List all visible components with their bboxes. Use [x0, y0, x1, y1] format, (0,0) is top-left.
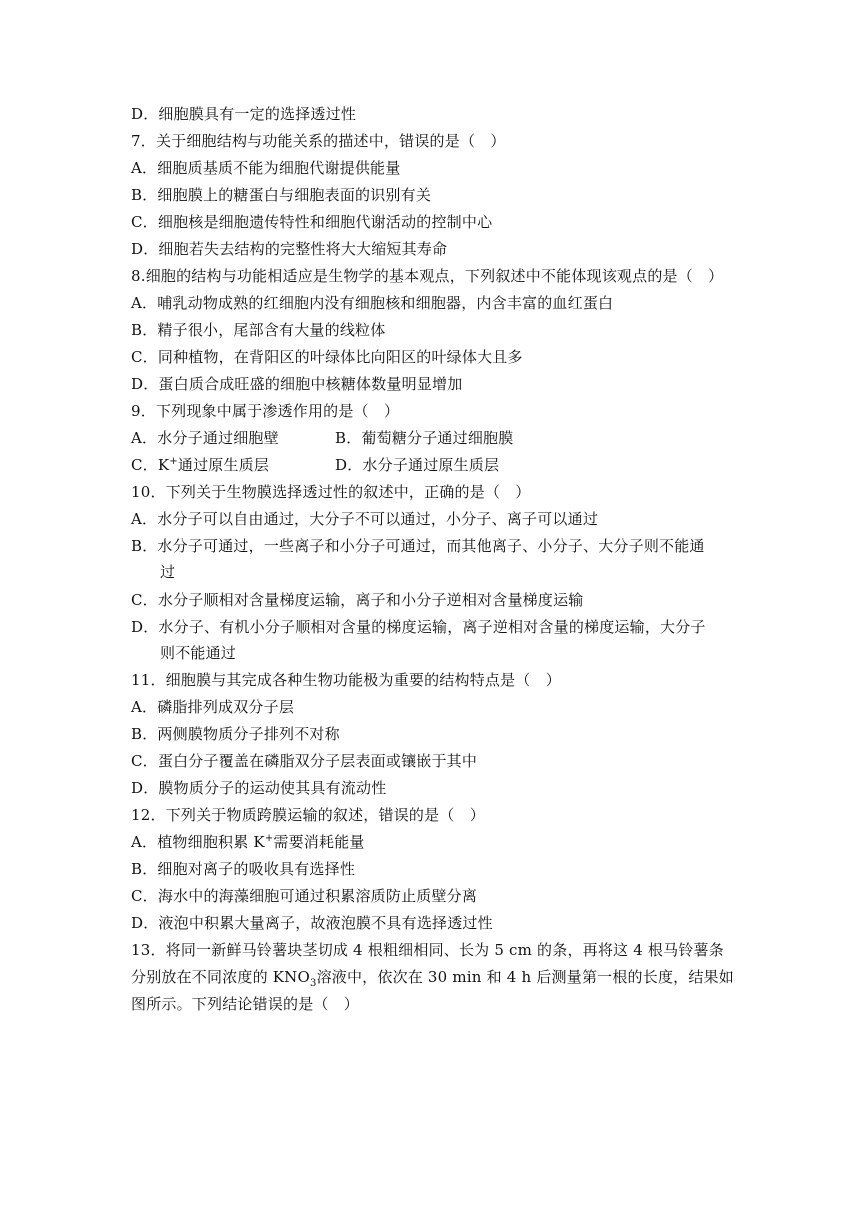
- q8-option-b: B．精子很小，尾部含有大量的线粒体: [131, 321, 386, 339]
- q12-option-b: B．细胞对离子的吸收具有选择性: [131, 860, 356, 878]
- q11-option-c: C．蛋白分子覆盖在磷脂双分子层表面或镶嵌于其中: [131, 752, 478, 770]
- q7-option-c: C．细胞核是细胞遗传特性和细胞代谢活动的控制中心: [131, 213, 493, 231]
- q9-options-row-2: [131, 455, 731, 478]
- q9-stem: 9．下列现象中属于渗透作用的是（ ）: [131, 402, 400, 420]
- q13-stem-line-1: 13．将同一新鲜马铃薯块茎切成 4 根粗细相同、长为 5 cm 的条，再将这 4 根马铃薯条: [131, 941, 724, 959]
- q8-stem: 8.细胞的结构与功能相适应是生物学的基本观点，下列叙述中不能体现该观点的是（ ）: [131, 267, 724, 285]
- q10-option-c: C．水分子顺相对含量梯度运输，离子和小分子逆相对含量梯度运输: [131, 591, 584, 609]
- q6-option-d: D．细胞膜具有一定的选择透过性: [131, 105, 357, 123]
- q10-option-a: A．水分子可以自由通过，大分子不可以通过，小分子、离子可以通过: [131, 510, 599, 528]
- q11-option-a: A．磷脂排列成双分子层: [131, 698, 295, 716]
- q9-option-c: C．K+通过原生质层: [131, 456, 270, 474]
- q12-option-c: C．海水中的海藻细胞可通过积累溶质防止质壁分离: [131, 887, 478, 905]
- q11-option-d: D．膜物质分子的运动使其具有流动性: [131, 779, 387, 797]
- q12-option-d: D．液泡中积累大量离子，故液泡膜不具有选择透过性: [131, 914, 493, 932]
- q13-stem-line-2: 分别放在不同浓度的 $KNO_3$溶液中，依次在 30 min 和 4 h 后测量第一根的长度，结果如: [131, 968, 734, 989]
- q13-stem-line-3: 图所示。下列结论错误的是（ ）: [131, 995, 360, 1013]
- q10-stem: 10．下列关于生物膜选择透过性的叙述中，正确的是（ ）: [131, 483, 531, 501]
- q11-option-b: B．两侧膜物质分子排列不对称: [131, 725, 340, 743]
- q7-option-d: D．细胞若失去结构的完整性将大大缩短其寿命: [131, 240, 448, 258]
- q11-stem: 11．细胞膜与其完成各种生物功能极为重要的结构特点是（ ）: [131, 671, 561, 689]
- q8-option-d: D．蛋白质合成旺盛的细胞中核糖体数量明显增加: [131, 375, 463, 393]
- q12-option-a: A．植物细胞积累 K+需要消耗能量: [131, 833, 365, 851]
- q8-option-a: A．哺乳动物成熟的红细胞内没有细胞核和细胞器，内含丰富的血红蛋白: [131, 294, 614, 312]
- q9-option-b: B．葡萄糖分子通过细胞膜: [335, 429, 514, 447]
- q7-option-b: B．细胞膜上的糖蛋白与细胞表面的识别有关: [131, 186, 432, 204]
- q10-option-d-cont: 则不能通过: [160, 644, 237, 662]
- q10-option-b-cont: 过: [160, 563, 176, 581]
- q7-option-a: A．细胞质基质不能为细胞代谢提供能量: [131, 159, 401, 177]
- q12-stem: 12．下列关于物质跨膜运输的叙述，错误的是（ ）: [131, 806, 485, 824]
- q7-stem: 7．关于细胞结构与功能关系的描述中，错误的是（ ）: [131, 132, 506, 150]
- q10-option-d: D．水分子、有机小分子顺相对含量的梯度运输，离子逆相对含量的梯度运输，大分子: [131, 618, 706, 636]
- q10-option-b: B．水分子可通过，一些离子和小分子可通过，而其他离子、小分子、大分子则不能通: [131, 537, 705, 555]
- q9-option-a: A．水分子通过细胞壁: [131, 429, 279, 447]
- q8-option-c: C．同种植物，在背阳区的叶绿体比向阳区的叶绿体大且多: [131, 348, 523, 366]
- q9-options-row-1: [131, 428, 731, 448]
- q9-option-d: D．水分子通过原生质层: [335, 456, 500, 474]
